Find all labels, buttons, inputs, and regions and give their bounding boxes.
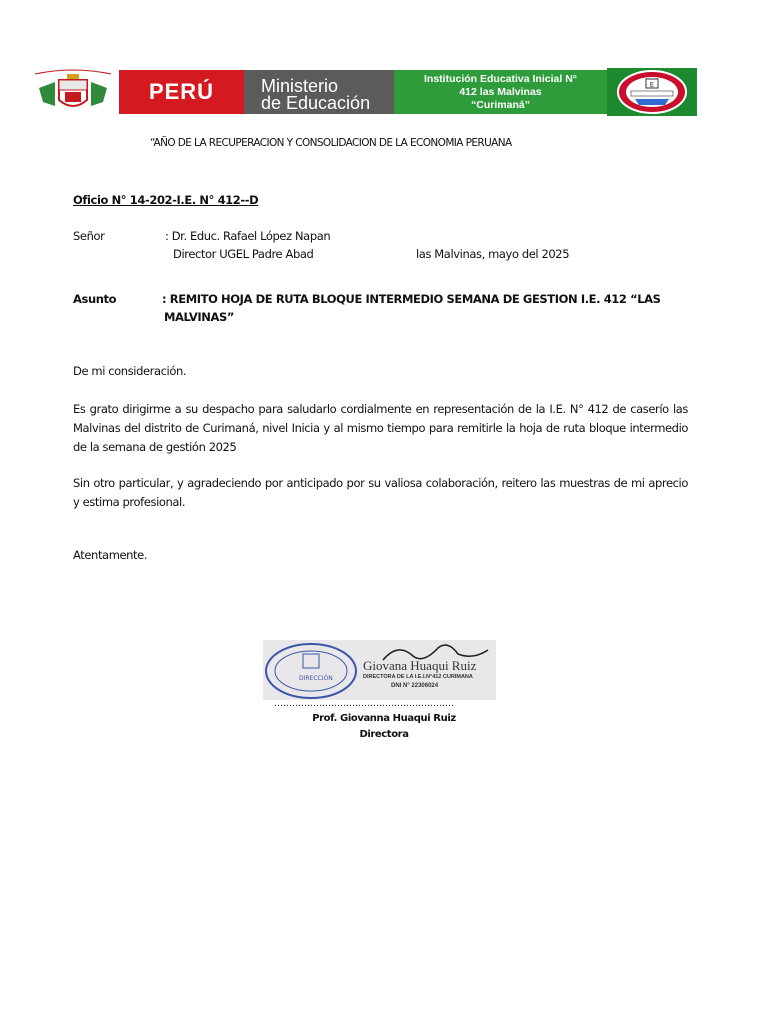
body-paragraph-2: Sin otro particular, y agradeciendo por anticipado por su valiosa colaboración, reitero las muestras de mi aprecio y estima profesional. xyxy=(73,476,688,509)
closing: Atentamente. xyxy=(73,548,148,562)
ministry-brand xyxy=(244,70,394,114)
peru-shield-icon xyxy=(27,68,119,116)
school-logo xyxy=(607,68,697,116)
recipient-position: Director UGEL Padre Abad xyxy=(173,247,314,261)
greeting: De mi consideración. xyxy=(73,364,187,378)
year-motto: “AÑO DE LA RECUPERACION Y CONSOLIDACION DE LA ECONOMIA PERUANA xyxy=(150,137,512,149)
institution-banner xyxy=(394,70,607,114)
header-banner xyxy=(27,68,697,116)
subject-label: Asunto xyxy=(73,292,117,306)
institution-line1: Institución Educativa Inicial N° xyxy=(424,73,577,85)
place-date: las Malvinas, mayo del 2025 xyxy=(416,247,570,261)
stamp-title: DIRECTORA DE LA I.E.I.N°412 CURIMANA xyxy=(363,674,473,680)
coat-of-arms xyxy=(27,68,119,116)
oficio-number: Oficio N° 14-202-I.E. N° 412--D xyxy=(73,193,259,207)
svg-text:E: E xyxy=(649,81,655,89)
school-emblem-icon xyxy=(607,68,697,116)
stamp-dni: DNI N° 22306024 xyxy=(391,683,439,689)
stamp-name: Giovana Huaqui Ruiz xyxy=(363,658,477,673)
signer-role: Directora xyxy=(359,729,409,740)
seal-text: DIRECCIÓN xyxy=(299,675,333,682)
ministry-line2: de Educación xyxy=(261,93,371,113)
body-paragraph-1: Es grato dirigirme a su despacho para saludarlo cordialmente en representación de la I.E. N° 412 de caserío las Malvinas del distrito de Curimaná, nivel Inicia y al mismo tiempo para remitirle la hoja de ruta bloque intermedio de la semana de gestión 2025 xyxy=(73,402,688,454)
recipient-label: Señor xyxy=(73,229,105,243)
subject-line1: : REMITO HOJA DE RUTA BLOQUE INTERMEDIO SEMANA DE GESTION I.E. 412 “LAS xyxy=(162,292,661,306)
signature-line: …………………………………………………… xyxy=(274,699,454,709)
signer-name: Prof. Giovanna Huaqui Ruiz xyxy=(312,713,456,724)
ministry-line1: Ministerio xyxy=(261,76,339,96)
subject-line2: MALVINAS” xyxy=(164,310,235,324)
recipient-name: : Dr. Educ. Rafael López Napan xyxy=(165,229,331,243)
peru-brand xyxy=(119,70,244,114)
institution-line3: “Curimaná” xyxy=(471,99,530,111)
peru-label: PERÚ xyxy=(148,79,215,104)
signature-stamp xyxy=(263,640,496,700)
institution-line2: 412 las Malvinas xyxy=(459,86,542,98)
